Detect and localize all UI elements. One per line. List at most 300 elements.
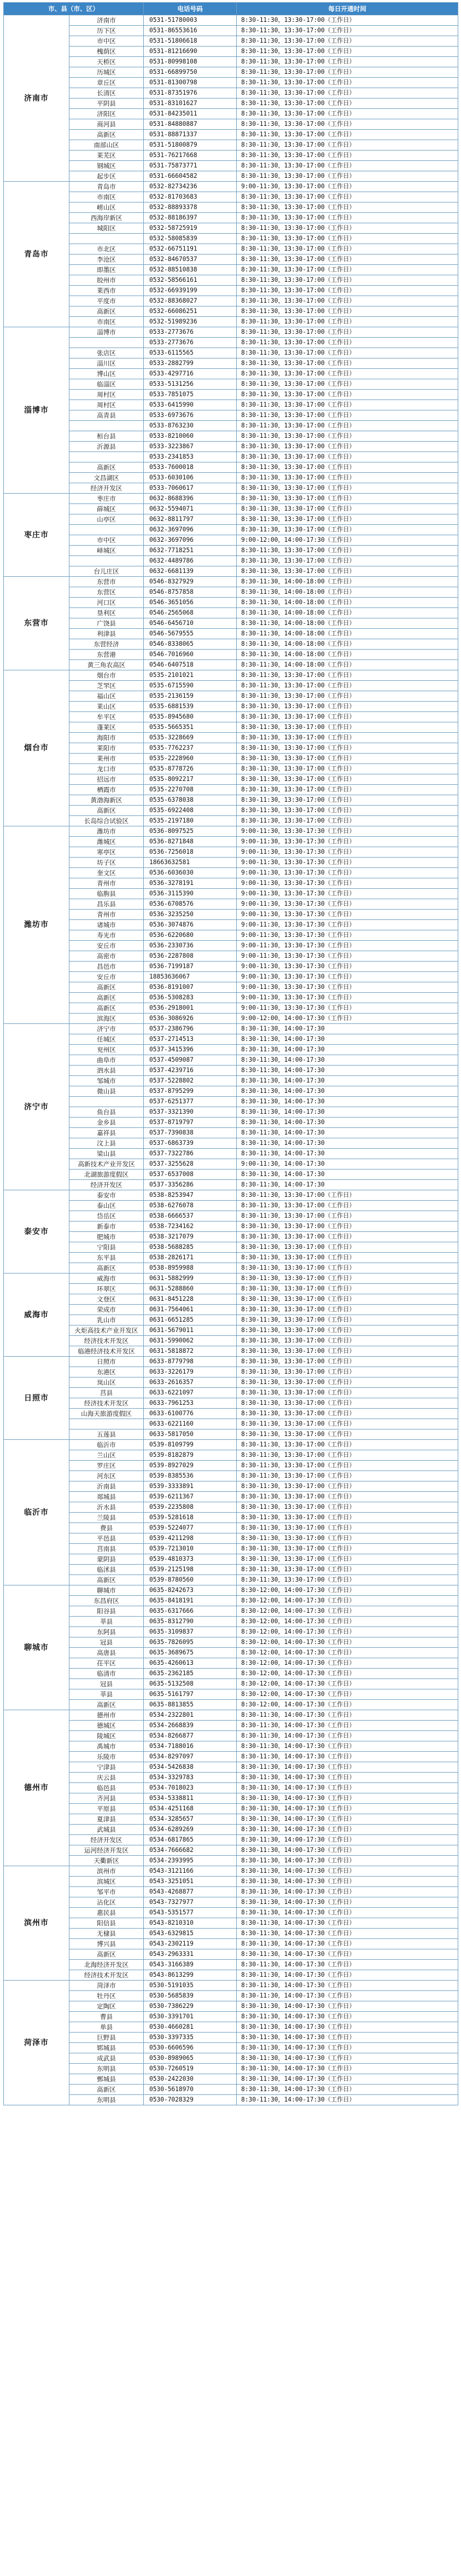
table-row	[4, 1533, 458, 1544]
hours-cell: 8:30-11:30，13:30-17:00（工作日）	[237, 140, 458, 150]
phone-cell: 0533-8210060	[144, 431, 237, 442]
county-cell: 宁津县	[69, 1762, 144, 1773]
hours-cell: 8:30-11:30，14:00-17:30（工作日）	[237, 1949, 458, 1960]
phone-cell: 0533-6030106	[144, 473, 237, 483]
county-cell: 梁山县	[69, 1149, 144, 1159]
city-cell: 威海市	[4, 1273, 69, 1357]
county-cell: 市北区	[69, 244, 144, 254]
county-cell: 黄渤海新区	[69, 795, 144, 806]
phone-cell: 0535-2101021	[144, 670, 237, 681]
phone-cell: 0536-3074876	[144, 920, 237, 930]
hours-cell: 8:30-11:30，13:30-17:00（工作日）	[237, 1315, 458, 1325]
hours-cell: 8:30-11:30，13:30-17:00（工作日）	[237, 161, 458, 171]
table-row	[4, 1960, 458, 1970]
phone-cell: 0538-8253947	[144, 1190, 237, 1201]
county-cell: 曲阜市	[69, 1055, 144, 1066]
phone-cell: 0535-5665351	[144, 722, 237, 733]
hours-cell: 8:30-11:30，13:30-17:00（工作日）	[237, 1357, 458, 1367]
hours-cell: 8:30-11:30，13:30-17:00（工作日）	[237, 26, 458, 36]
table-row	[4, 171, 458, 182]
table-row	[4, 629, 458, 639]
hours-cell: 8:30-12:00，14:00-17:30（工作日）	[237, 1637, 458, 1648]
phone-cell: 0546-3651056	[144, 598, 237, 608]
county-cell: 高新区	[69, 1575, 144, 1585]
phone-cell: 0536-2330736	[144, 941, 237, 951]
table-row	[4, 1232, 458, 1242]
table-row	[4, 826, 458, 837]
table-row	[4, 1981, 458, 1991]
hours-cell: 8:30-11:30，13:30-17:00（工作日）	[237, 338, 458, 348]
phone-cell: 0536-8097525	[144, 826, 237, 837]
table-row	[4, 1471, 458, 1481]
county-cell: 高新区	[69, 1003, 144, 1014]
county-cell: 垦利区	[69, 608, 144, 618]
hours-cell: 8:30-11:30，13:30-17:00（工作日）	[237, 712, 458, 722]
county-cell: 阳谷县	[69, 1606, 144, 1617]
hours-cell: 8:30-11:30，13:30-17:00（工作日）	[237, 202, 458, 213]
city-cell: 临沂市	[4, 1440, 69, 1585]
county-cell: 巨野县	[69, 2033, 144, 2043]
phone-cell: 0530-4660281	[144, 2022, 237, 2033]
phone-cell: 0535-6378038	[144, 795, 237, 806]
phone-cell: 0635-6317666	[144, 1606, 237, 1617]
county-cell: 博兴县	[69, 1939, 144, 1949]
hours-cell: 8:30-11:30，14:00-17:30（工作日）	[237, 1856, 458, 1866]
phone-cell: 0631-8451228	[144, 1294, 237, 1305]
table-row	[4, 962, 458, 972]
county-cell: 夏津县	[69, 1814, 144, 1825]
phone-cell: 0532-88893378	[144, 202, 237, 213]
hours-cell: 8:30-11:30，14:00-17:30（工作日）	[237, 1887, 458, 1897]
hours-cell: 8:30-12:00，14:00-17:30（工作日）	[237, 1679, 458, 1689]
hours-cell: 9:00-11:30，13:30-17:30（工作日）	[237, 930, 458, 941]
hours-cell: 8:30-11:30，13:30-17:00（工作日）	[237, 556, 458, 566]
hours-cell: 8:30-11:30，13:30-17:00（工作日）	[237, 743, 458, 754]
county-cell: 青州市	[69, 878, 144, 889]
phone-cell: 0635-5132508	[144, 1679, 237, 1689]
phone-cell: 0533-5131256	[144, 379, 237, 390]
county-cell: 邹城市	[69, 1076, 144, 1086]
phone-cell: 0539-2125198	[144, 1565, 237, 1575]
table-row	[4, 2043, 458, 2053]
county-cell: 莱州市	[69, 754, 144, 764]
hours-cell: 8:30-11:30，13:30-17:00（工作日）	[237, 691, 458, 702]
table-row	[4, 1970, 458, 1981]
county-cell: 经济开发区	[69, 1180, 144, 1190]
hours-cell: 8:30-11:30，13:30-17:00（工作日）	[237, 265, 458, 275]
table-row	[4, 577, 458, 587]
hours-cell: 8:30-11:30，13:30-17:00（工作日）	[237, 275, 458, 286]
phone-cell: 0533-6415990	[144, 400, 237, 410]
hours-cell: 8:30-11:30，13:30-17:00（工作日）	[237, 1222, 458, 1232]
hours-cell: 8:30-11:30，14:00-17:30（工作日）	[237, 2043, 458, 2053]
county-cell: 微山县	[69, 1086, 144, 1097]
table-row	[4, 2064, 458, 2074]
phone-cell: 0533-6973676	[144, 410, 237, 421]
phone-cell: 0539-5224077	[144, 1523, 237, 1533]
hours-cell: 8:30-11:30，13:30-17:00（工作日）	[237, 358, 458, 369]
phone-cell: 0546-8338065	[144, 639, 237, 650]
county-cell: 平度市	[69, 296, 144, 306]
table-row	[4, 1513, 458, 1523]
phone-cell: 0536-2287808	[144, 951, 237, 962]
county-cell: 东昌府区	[69, 1596, 144, 1606]
table-row	[4, 1575, 458, 1585]
table-row	[4, 1201, 458, 1211]
hours-cell: 8:30-11:30，13:30-17:00（工作日）	[237, 670, 458, 681]
county-cell: 经济技术开发区	[69, 1970, 144, 1981]
phone-cell: 0530-3397335	[144, 2033, 237, 2043]
phone-cell: 0532-51989236	[144, 317, 237, 327]
hours-cell: 8:30-11:30，13:30-17:00（工作日）	[237, 1253, 458, 1263]
table-row	[4, 306, 458, 317]
phone-cell: 0537-5228802	[144, 1076, 237, 1086]
county-cell: 枣庄市	[69, 494, 144, 504]
county-cell: 东明县	[69, 2095, 144, 2105]
hotline-table	[3, 2, 458, 2105]
hours-cell: 8:30-11:30，14:00-17:30（工作日）	[237, 2053, 458, 2064]
county-cell: 牟平区	[69, 712, 144, 722]
county-cell: 文登区	[69, 1294, 144, 1305]
county-cell: 海阳市	[69, 733, 144, 743]
table-row	[4, 1211, 458, 1222]
hours-cell: 8:30-11:30，14:00-17:30（工作日）	[237, 1939, 458, 1949]
county-cell: 莒南县	[69, 1544, 144, 1554]
county-cell: 潍城区	[69, 837, 144, 847]
table-row	[4, 2095, 458, 2105]
city-cell: 日照市	[4, 1357, 69, 1440]
county-cell: 东营区	[69, 587, 144, 598]
hours-cell: 8:30-11:30，14:00-17:30	[237, 1086, 458, 1097]
phone-cell: 0532-66086251	[144, 306, 237, 317]
phone-cell: 0531-84880887	[144, 119, 237, 130]
county-cell: 临邑县	[69, 1783, 144, 1793]
county-cell: 坊子区	[69, 858, 144, 868]
county-cell: 德州市	[69, 1710, 144, 1721]
county-cell: 平原县	[69, 1804, 144, 1814]
hours-cell: 8:30-11:30，14:00-18:00（工作日）	[237, 650, 458, 660]
county-cell: 北湖旅游度假区	[69, 1170, 144, 1180]
table-row	[4, 2001, 458, 2012]
county-cell: 嘉祥县	[69, 1128, 144, 1138]
county-cell: 淄川区	[69, 358, 144, 369]
hours-cell: 8:30-11:30，14:00-17:30	[237, 1107, 458, 1118]
phone-cell: 0531-88871337	[144, 130, 237, 140]
phone-cell: 0543-4268877	[144, 1887, 237, 1897]
table-row	[4, 1700, 458, 1710]
county-cell: 阳信县	[69, 1918, 144, 1929]
county-cell: 城阳区	[69, 223, 144, 234]
phone-cell: 0632-3697096	[144, 525, 237, 535]
phone-cell: 0633-6100776	[144, 1409, 237, 1419]
hours-cell: 9:00-11:30，13:30-17:30（工作日）	[237, 972, 458, 982]
county-cell: 成武县	[69, 2053, 144, 2064]
county-cell: 东营市	[69, 577, 144, 587]
hours-cell: 8:30-11:30，13:30-17:00（工作日）	[237, 317, 458, 327]
table-row	[4, 2085, 458, 2095]
table-row	[4, 338, 458, 348]
county-cell: 诸城市	[69, 920, 144, 930]
city-cell: 德州市	[4, 1710, 69, 1866]
table-row	[4, 1762, 458, 1773]
phone-cell: 0531-80998108	[144, 57, 237, 67]
county-cell: 高唐县	[69, 1648, 144, 1658]
phone-cell: 0543-3166389	[144, 1960, 237, 1970]
hours-cell: 9:00-11:30，13:30-17:30（工作日）	[237, 982, 458, 993]
county-cell: 即墨区	[69, 265, 144, 275]
phone-cell: 0533-2882799	[144, 358, 237, 369]
hours-cell: 9:00-11:30，13:30-17:30（工作日）	[237, 910, 458, 920]
table-row	[4, 556, 458, 566]
phone-cell: 0534-3329783	[144, 1773, 237, 1783]
hours-cell: 8:30-11:30，14:00-17:30（工作日）	[237, 1981, 458, 1991]
county-cell: 禹城市	[69, 1741, 144, 1752]
county-cell: 鄄城县	[69, 2074, 144, 2085]
hours-cell: 8:30-11:30，14:00-17:30（工作日）	[237, 2022, 458, 2033]
county-cell: 长岛综合试验区	[69, 816, 144, 826]
county-cell: 莱西市	[69, 286, 144, 296]
county-cell: 曹县	[69, 2012, 144, 2022]
phone-cell: 0635-8312790	[144, 1617, 237, 1627]
county-cell: 北海经济开发区	[69, 1960, 144, 1970]
county-cell: 经济技术开发区	[69, 1398, 144, 1409]
phone-cell: 0531-87351976	[144, 88, 237, 99]
hours-cell: 9:00-11:30，13:30-17:30（工作日）	[237, 847, 458, 858]
phone-cell: 0531-51780003	[144, 15, 237, 26]
table-row	[4, 1138, 458, 1149]
hours-cell: 9:00-11:30，13:30-17:30（工作日）	[237, 993, 458, 1003]
table-row	[4, 161, 458, 171]
table-row	[4, 265, 458, 275]
table-row	[4, 1825, 458, 1835]
county-cell: 市中区	[69, 535, 144, 546]
table-row	[4, 1305, 458, 1315]
hours-cell: 8:30-11:30，13:30-17:00（工作日）	[237, 1533, 458, 1544]
phone-cell: 0535-6881539	[144, 702, 237, 712]
phone-cell: 0543-2963331	[144, 1949, 237, 1960]
hours-cell: 8:30-11:30，14:00-17:30（工作日）	[237, 1731, 458, 1741]
county-cell: 高新区	[69, 462, 144, 473]
table-row	[4, 1014, 458, 1024]
hours-cell: 8:30-11:30，14:00-17:30（工作日）	[237, 2095, 458, 2105]
hours-cell: 8:30-11:30，13:30-17:00（工作日）	[237, 1554, 458, 1565]
phone-cell: 0531-51806618	[144, 36, 237, 47]
county-cell: 蓬莱区	[69, 722, 144, 733]
hours-cell: 8:30-12:00，14:00-17:30（工作日）	[237, 1606, 458, 1617]
phone-cell: 0539-4211298	[144, 1533, 237, 1544]
phone-cell: 0538-6276078	[144, 1201, 237, 1211]
table-row	[4, 442, 458, 452]
phone-cell: 0531-66899750	[144, 67, 237, 78]
phone-cell: 0543-3121166	[144, 1866, 237, 1877]
phone-cell: 0546-8757858	[144, 587, 237, 598]
hours-cell: 8:30-11:30，13:30-17:00（工作日）	[237, 1523, 458, 1533]
hours-cell: 8:30-11:30，13:30-17:00（工作日）	[237, 494, 458, 504]
table-row	[4, 691, 458, 702]
county-cell: 平邑县	[69, 1533, 144, 1544]
phone-cell: 0532-58566161	[144, 275, 237, 286]
phone-cell: 0633-5817050	[144, 1429, 237, 1440]
county-cell: 安丘市	[69, 972, 144, 982]
table-row	[4, 358, 458, 369]
county-cell: 昌乐县	[69, 899, 144, 910]
hours-cell: 8:30-12:00，14:00-17:30（工作日）	[237, 1669, 458, 1679]
hours-cell: 8:30-11:30，14:00-18:00（工作日）	[237, 587, 458, 598]
hours-cell: 8:30-11:30，13:30-17:00（工作日）	[237, 15, 458, 26]
table-row	[4, 504, 458, 514]
table-row	[4, 514, 458, 525]
county-cell: 高新区	[69, 1949, 144, 1960]
phone-cell: 0534-6289269	[144, 1825, 237, 1835]
table-row	[4, 618, 458, 629]
phone-cell: 0537-6537008	[144, 1170, 237, 1180]
hours-cell: 8:30-11:30，14:00-17:30（工作日）	[237, 1918, 458, 1929]
table-row	[4, 400, 458, 410]
phone-cell: 0546-6456710	[144, 618, 237, 629]
county-cell: 济宁市	[69, 1024, 144, 1034]
county-cell: 无棣县	[69, 1929, 144, 1939]
phone-cell: 0531-51800879	[144, 140, 237, 150]
county-cell: 莱芜区	[69, 150, 144, 161]
county-cell: 高新区	[69, 1263, 144, 1273]
county-cell: 金乡县	[69, 1118, 144, 1128]
hours-cell: 8:30-11:30，13:30-17:00（工作日）	[237, 764, 458, 774]
county-cell: 陵城区	[69, 1731, 144, 1741]
phone-cell: 0531-83101627	[144, 99, 237, 109]
county-cell: 招远市	[69, 774, 144, 785]
hours-cell: 8:30-11:30，14:00-17:30（工作日）	[237, 1835, 458, 1845]
county-cell: 高新区	[69, 1700, 144, 1710]
hours-cell: 8:30-11:30，14:00-17:30	[237, 1149, 458, 1159]
county-cell: 武城县	[69, 1825, 144, 1835]
phone-cell: 0531-81300798	[144, 78, 237, 88]
table-row	[4, 348, 458, 358]
table-row	[4, 1284, 458, 1294]
table-row	[4, 1180, 458, 1190]
phone-cell: 0538-5688285	[144, 1242, 237, 1253]
phone-cell: 0536-3115390	[144, 889, 237, 899]
county-cell: 环翠区	[69, 1284, 144, 1294]
phone-cell: 0535-2228960	[144, 754, 237, 764]
county-cell: 沾化区	[69, 1897, 144, 1908]
county-cell: 滨海区	[69, 1014, 144, 1024]
phone-cell: 0531-75873771	[144, 161, 237, 171]
phone-cell: 0635-4260613	[144, 1658, 237, 1669]
county-cell: 周村区	[69, 390, 144, 400]
county-cell: 兰陵县	[69, 1513, 144, 1523]
table-row	[4, 1450, 458, 1461]
table-row	[4, 1835, 458, 1845]
county-cell: 齐河县	[69, 1793, 144, 1804]
table-row	[4, 88, 458, 99]
county-cell: 冠县	[69, 1679, 144, 1689]
table-row	[4, 1003, 458, 1014]
phone-cell: 0538-2826171	[144, 1253, 237, 1263]
table-row	[4, 1679, 458, 1689]
hours-cell: 8:30-11:30，13:30-17:00（工作日）	[237, 442, 458, 452]
table-row	[4, 774, 458, 785]
phone-cell: 0537-7322786	[144, 1149, 237, 1159]
phone-cell: 0543-8613299	[144, 1970, 237, 1981]
hours-cell: 8:30-11:30，13:30-17:00（工作日）	[237, 681, 458, 691]
hours-cell: 8:30-11:30，14:00-17:30	[237, 1045, 458, 1055]
county-cell: 东明县	[69, 2064, 144, 2074]
hours-cell: 8:30-11:30，14:00-17:30（工作日）	[237, 2074, 458, 2085]
county-cell: 河口区	[69, 598, 144, 608]
hours-cell: 9:00-11:30，13:30-17:30（工作日）	[237, 920, 458, 930]
county-cell: 庆云县	[69, 1773, 144, 1783]
header-hours: 每日开通时间	[237, 3, 458, 15]
phone-cell: 0633-7961253	[144, 1398, 237, 1409]
table-row	[4, 109, 458, 119]
phone-cell: 0536-5308283	[144, 993, 237, 1003]
hours-cell: 8:30-11:30，13:30-17:00（工作日）	[237, 566, 458, 577]
hours-cell: 8:30-11:30，14:00-17:30（工作日）	[237, 1814, 458, 1825]
table-row	[4, 1877, 458, 1887]
county-cell: 费县	[69, 1523, 144, 1533]
hours-cell: 8:30-11:30，13:30-17:00（工作日）	[237, 348, 458, 358]
hours-cell: 8:30-11:30，13:30-17:00（工作日）	[237, 254, 458, 265]
phone-cell: 0633-8779798	[144, 1357, 237, 1367]
table-row	[4, 1606, 458, 1617]
table-row	[4, 920, 458, 930]
hours-cell: 9:00-11:30，14:00-17:30	[237, 1159, 458, 1170]
table-row	[4, 47, 458, 57]
city-cell: 枣庄市	[4, 494, 69, 577]
hours-cell: 8:30-11:30，14:00-17:30（工作日）	[237, 1721, 458, 1731]
county-cell: 莘县	[69, 1617, 144, 1627]
phone-cell: 0531-86553616	[144, 26, 237, 36]
county-cell: 滨城区	[69, 1877, 144, 1887]
phone-cell: 0631-5679011	[144, 1325, 237, 1336]
table-row	[4, 1055, 458, 1066]
county-cell: 胶州市	[69, 275, 144, 286]
table-row	[4, 1076, 458, 1086]
county-cell: 茌平区	[69, 1658, 144, 1669]
table-row	[4, 1336, 458, 1346]
county-cell: 乐陵市	[69, 1752, 144, 1762]
table-row	[4, 1502, 458, 1513]
table-row	[4, 192, 458, 202]
table-row	[4, 868, 458, 878]
county-cell: 崂山区	[69, 202, 144, 213]
city-cell: 泰安市	[4, 1190, 69, 1273]
hours-cell: 8:30-11:30，13:30-17:00（工作日）	[237, 244, 458, 254]
hours-cell: 8:30-11:30，13:30-17:00（工作日）	[237, 410, 458, 421]
hours-cell: 8:30-11:30，13:30-17:00（工作日）	[237, 400, 458, 410]
hours-cell: 8:30-11:30，13:30-17:00（工作日）	[237, 1336, 458, 1346]
county-cell: 广饶县	[69, 618, 144, 629]
county-cell: 历下区	[69, 26, 144, 36]
hours-cell: 8:30-11:30，13:30-17:00（工作日）	[237, 1294, 458, 1305]
hours-cell: 8:30-11:30，13:30-17:00（工作日）	[237, 1544, 458, 1554]
hours-cell: 8:30-11:30，13:30-17:00（工作日）	[237, 1263, 458, 1273]
table-row	[4, 1461, 458, 1471]
phone-cell: 0536-6036030	[144, 868, 237, 878]
hours-cell: 8:30-11:30，14:00-17:30（工作日）	[237, 2033, 458, 2043]
table-row	[4, 681, 458, 691]
county-cell: 岚山区	[69, 1377, 144, 1388]
county-cell: 高新区	[69, 306, 144, 317]
phone-cell: 0543-6329815	[144, 1929, 237, 1939]
table-row	[4, 1149, 458, 1159]
phone-cell: 0632-7718251	[144, 546, 237, 556]
county-cell: 潍坊市	[69, 826, 144, 837]
county-cell: 岱岳区	[69, 1211, 144, 1222]
city-cell: 聊城市	[4, 1585, 69, 1710]
header-phone: 电话号码	[144, 3, 237, 15]
phone-cell: 0537-7390838	[144, 1128, 237, 1138]
